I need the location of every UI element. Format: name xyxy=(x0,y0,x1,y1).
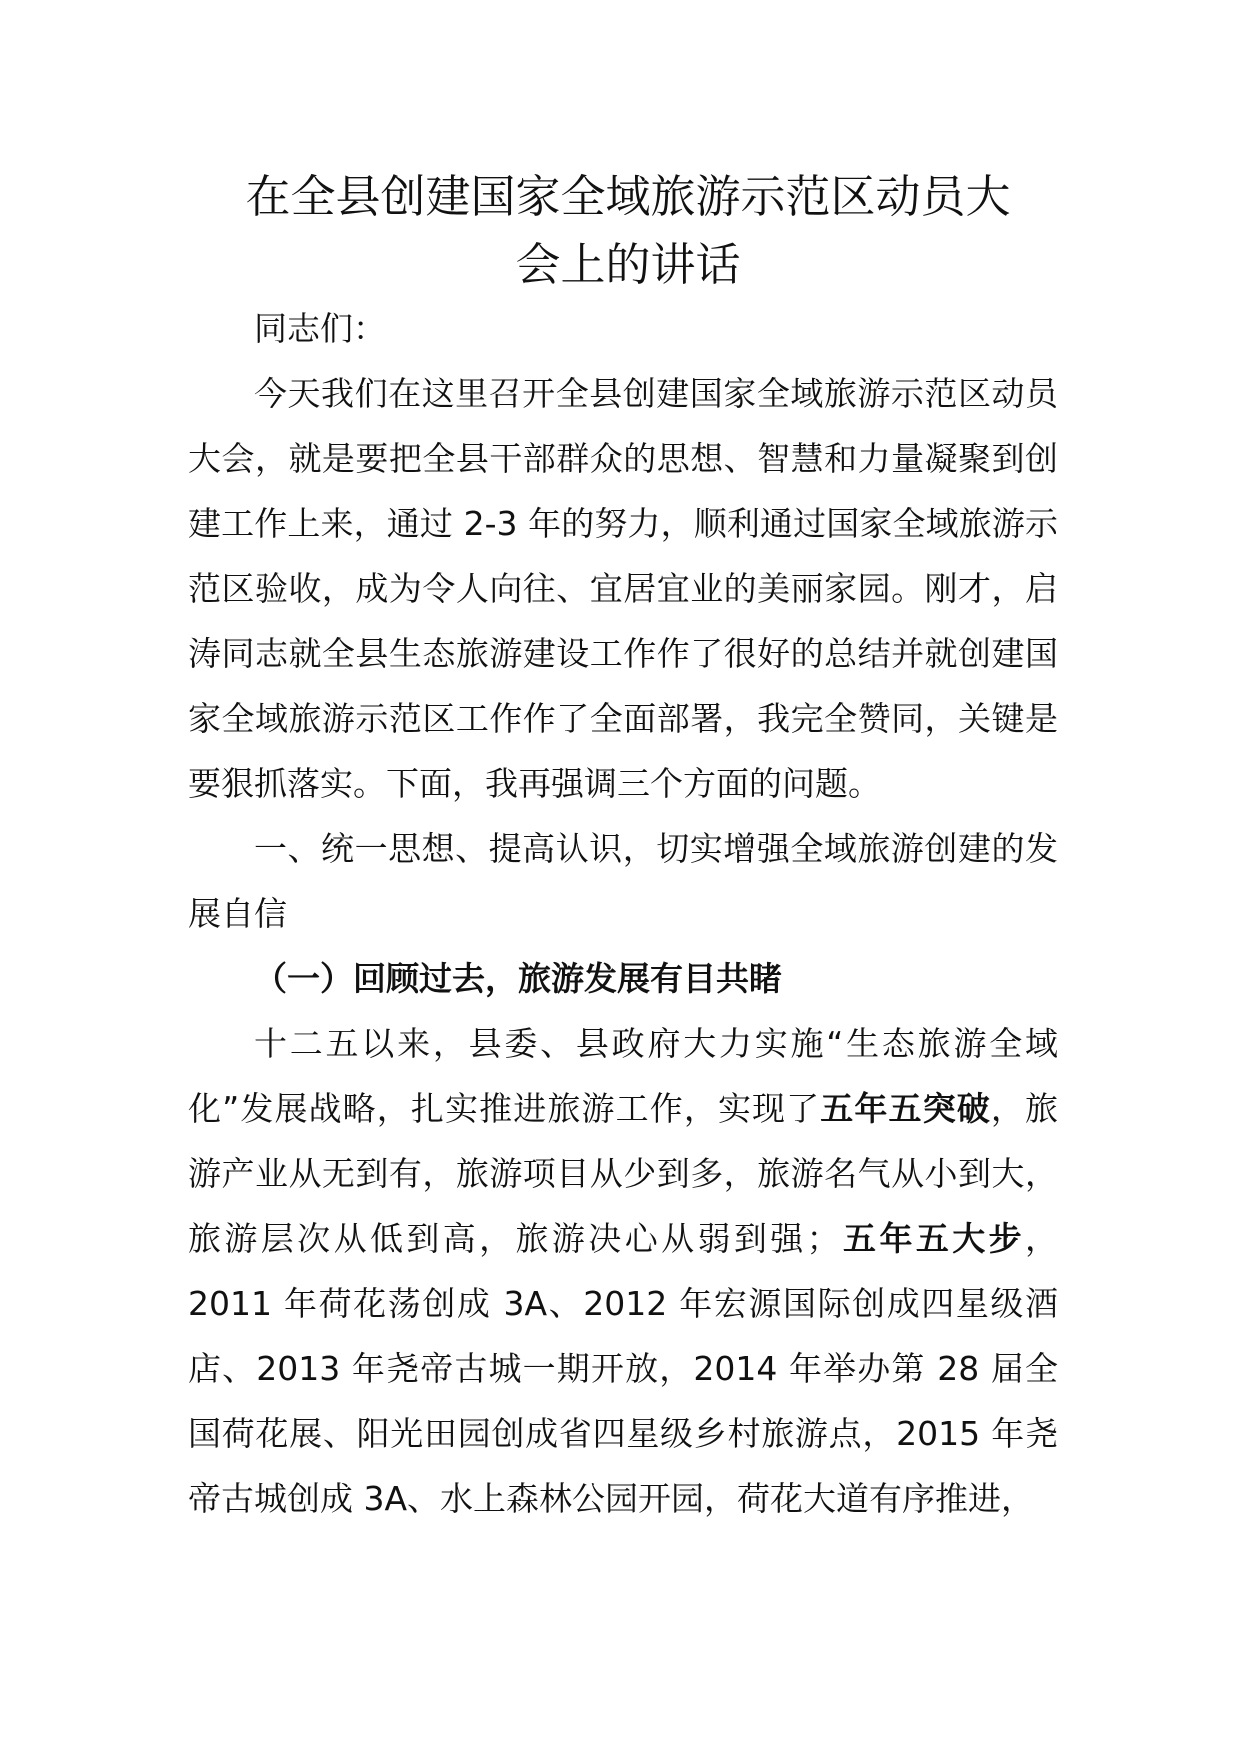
emphasis-five-breakthroughs: 五年五突破 xyxy=(820,1089,991,1128)
paragraph-review-text-1: 十二五以来，县委、县政府大力实施“生态旅游全域化”发展战略，扎实推进旅游工作，实现了 xyxy=(188,1024,1058,1128)
paragraph-intro: 今天我们在这里召开全县创建国家全域旅游示范区动员大会，就是要把全县干部群众的思想、智慧和力量凝聚到创建工作上来，通过 2-3 年的努力，顺利通过国家全域旅游示范区验收，成为令人向往、宜居宜业的美丽家园。刚才，启涛同志就全县生态旅游建设工作作了很好的总结并就创建国家全域旅游示范区工作作了全面部署，我完全赞同，关键是要狠抓落实。下面，我再强调三个方面的问题。 xyxy=(188,374,1058,803)
salutation: 同志们： xyxy=(254,309,386,348)
document-title xyxy=(188,163,1068,299)
emphasis-five-steps: 五年五大步 xyxy=(839,1219,1026,1258)
section-heading-1: 一、统一思想、提高认识，切实增强全域旅游创建的发展自信 xyxy=(188,829,1058,933)
title-line-2: 会上的讲话 xyxy=(515,238,741,291)
title-line-1: 在全县创建国家全域旅游示范区动员大 xyxy=(245,170,1011,223)
document-body xyxy=(188,296,1058,1531)
subsection-heading-1: （一）回顾过去，旅游发展有目共睹 xyxy=(254,959,782,998)
paragraph-review-text-2: ，旅游产业从无到有，旅游项目从少到多，旅游名气从小到大，旅游层次从低到高，旅游决心从弱到强； xyxy=(188,1089,1058,1258)
paragraph-review-text-3: ，2011 年荷花荡创成 3A、2012 年宏源国际创成四星级酒店、2013 年尧帝古城一期开放，2014 年举办第 28 届全国荷花展、阳光田园创成省四星级乡村旅游点，2015 年尧帝古城创成 3A、水上森林公园开园，荷花大道有序推进， xyxy=(188,1219,1059,1518)
paragraph-review xyxy=(188,1011,1058,1531)
